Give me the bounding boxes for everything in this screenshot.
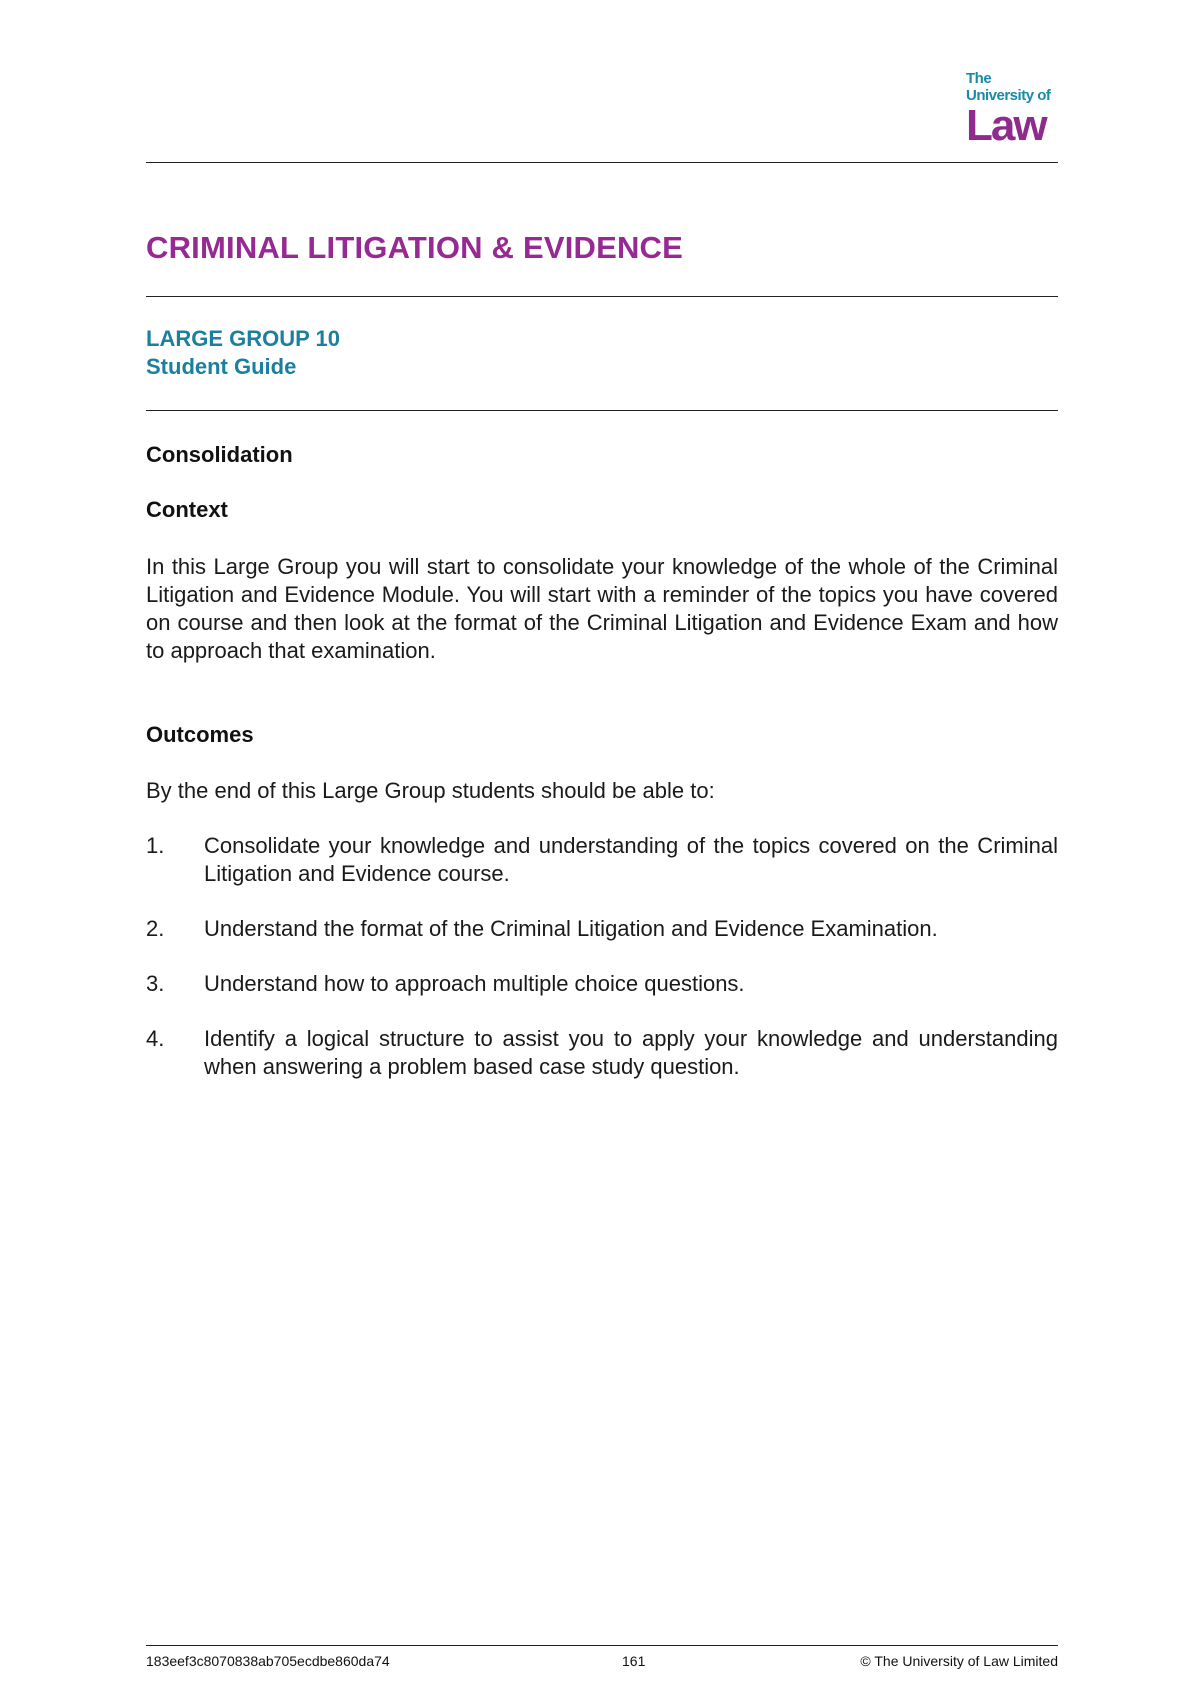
- group-subtitle: [146, 325, 340, 381]
- list-item-number: 4.: [146, 1026, 165, 1051]
- outcomes-heading: Outcomes: [146, 722, 254, 747]
- list-item-text: Consolidate your knowledge and understanding of the topics covered on the Criminal Litigation and Evidence course.: [204, 833, 1058, 886]
- list-item-text: Identify a logical structure to assist you to apply your knowledge and understanding when answering a problem based case study question.: [204, 1026, 1058, 1079]
- page-number: 161: [622, 1653, 646, 1669]
- copyright-notice: © The University of Law Limited: [860, 1653, 1058, 1669]
- list-item: [146, 1025, 1058, 1081]
- context-heading: Context: [146, 497, 228, 522]
- list-item: [146, 832, 1058, 888]
- logo-line-3: Law: [966, 101, 1046, 150]
- subtitle-divider: [146, 410, 1058, 411]
- outcomes-list: [146, 832, 1058, 1108]
- list-item-number: 1.: [146, 833, 165, 858]
- logo-line-2: University of: [966, 87, 1051, 104]
- document-id: 183eef3c8070838ab705ecdbe860da74: [146, 1653, 390, 1669]
- logo-line-1: The: [966, 70, 992, 87]
- list-item-text: Understand the format of the Criminal Litigation and Evidence Examination.: [204, 916, 938, 941]
- list-item-text: Understand how to approach multiple choice questions.: [204, 971, 745, 996]
- context-paragraph: In this Large Group you will start to consolidate your knowledge of the whole of the Criminal Litigation and Evidence Module. You will start with a reminder of the topics you have covered on course and then look at the format of the Criminal Litigation and Evidence Exam and how to approach that examination.: [146, 554, 1058, 663]
- title-divider: [146, 296, 1058, 297]
- list-item: [146, 915, 1058, 943]
- university-of-law-logo: [966, 70, 1062, 150]
- footer-divider: [146, 1645, 1058, 1646]
- document-title: CRIMINAL LITIGATION & EVIDENCE: [146, 230, 684, 265]
- section-heading: Consolidation: [146, 442, 293, 467]
- group-number: LARGE GROUP 10: [146, 326, 340, 351]
- outcomes-intro: By the end of this Large Group students should be able to:: [146, 778, 715, 803]
- guide-type: Student Guide: [146, 354, 297, 379]
- list-item-number: 3.: [146, 971, 165, 996]
- list-item-number: 2.: [146, 916, 165, 941]
- header-divider: [146, 162, 1058, 163]
- list-item: [146, 970, 1058, 998]
